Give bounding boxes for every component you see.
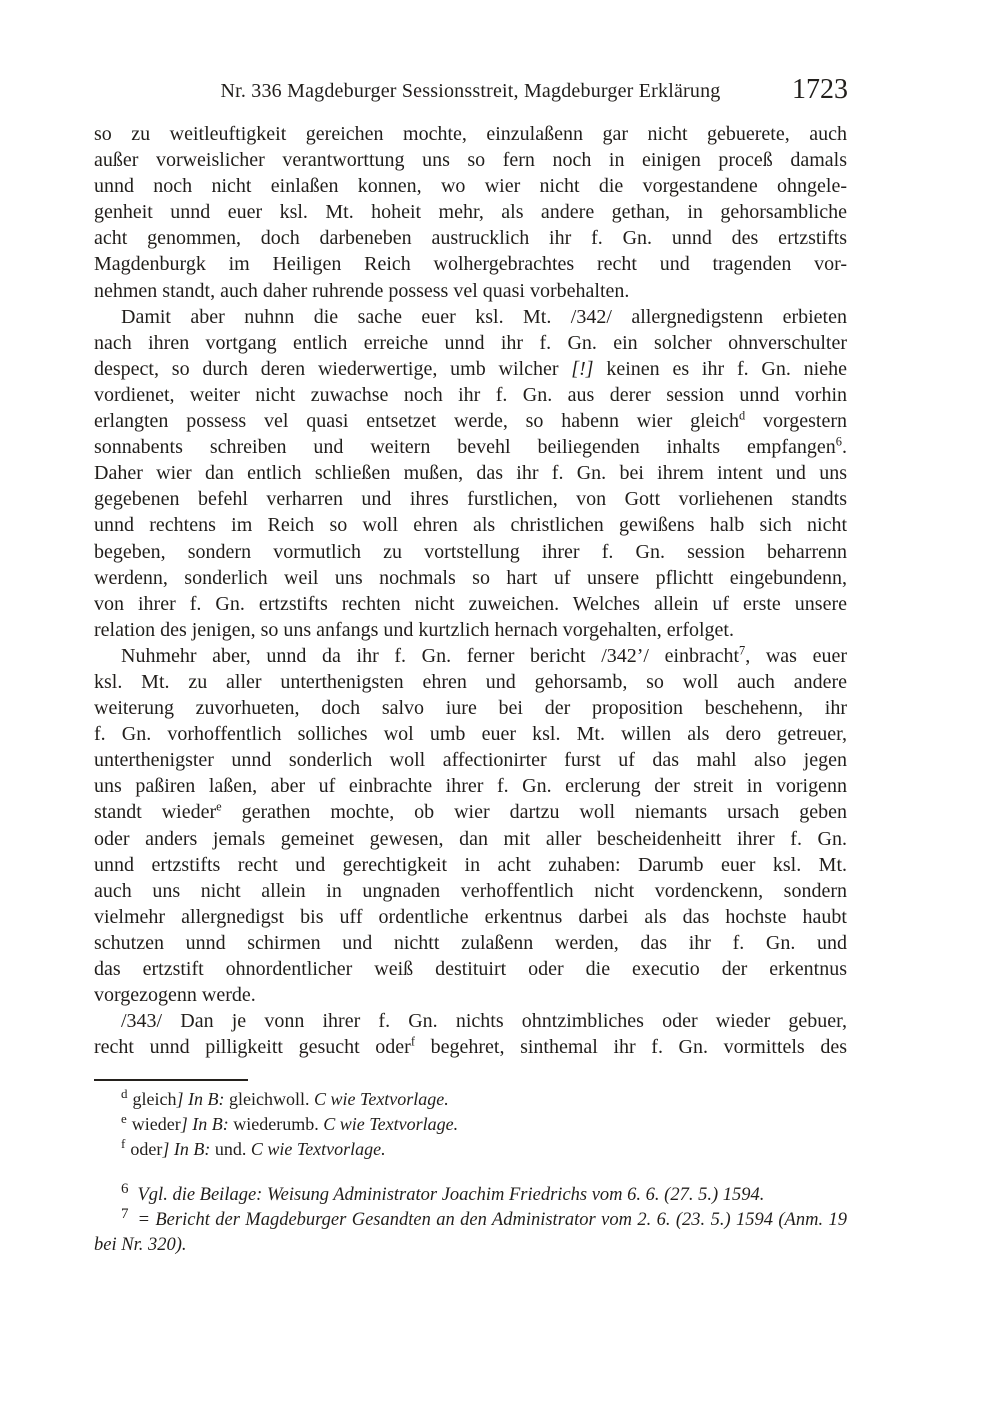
critical-apparatus (94, 1087, 847, 1162)
text-line (94, 1008, 847, 1034)
text-run: ] In B: (162, 1139, 215, 1160)
footnote-rule (94, 1079, 248, 1081)
text-line (94, 982, 847, 1008)
text-run: ] In B: (176, 1089, 229, 1110)
footnote-number-marker: 6 (121, 1181, 129, 1198)
text-run: oder (130, 1139, 163, 1160)
text-line (94, 434, 847, 460)
text-run: unnd noch nicht einlaßen konnen, wo wier nicht die vorgestandene ohngele- (94, 175, 847, 198)
text-run: recht unnd pilligkeitt gesucht oder (94, 1036, 411, 1059)
text-line (94, 773, 847, 799)
text-run: vordienet, weiter nicht zuwachse noch ihr f. Gn. aus derer session unnd vorhin (94, 383, 847, 406)
text-line (94, 539, 847, 565)
text-line (94, 225, 847, 251)
text-line (94, 799, 847, 825)
paragraph (94, 304, 847, 643)
text-run: erlangten possess vel quasi entsetzet werde, so habenn wier gleich (94, 410, 739, 433)
paragraph (94, 1008, 847, 1060)
text-run: gerathen mochte, ob wier dartzu woll niemants ursach geben (221, 801, 847, 824)
text-line (94, 330, 847, 356)
text-run: wieder (131, 1114, 181, 1135)
text-line (94, 121, 847, 147)
text-run: Vgl. die Beilage: Weisung Administrator Joachim Friedrichs vom 6. 6. (27. 5.) 1594. (137, 1185, 765, 1206)
text-run: vorgezogenn werde. (94, 984, 256, 1007)
text-run: unnd ertzstifts recht und gerechtigkeit in acht zuhaben: Darumb euer ksl. Mt. (94, 853, 847, 876)
text-run: acht genommen, doch darbeneben austrucklich ihr f. Gn. unnd des ertzstifts (94, 227, 847, 250)
text-run: standt wieder (94, 801, 217, 824)
text-run: gegebenen befehl verharren und ihres furstlichen, von Gott vorliehenen standts (94, 488, 847, 511)
text-run: wiederumb. (233, 1114, 324, 1135)
text-block (94, 74, 848, 1258)
footnote-marker: f (410, 1034, 415, 1049)
text-run: schutzen unnd schirmen und nichtt zulaßenn werden, das ihr f. Gn. und (94, 931, 847, 954)
text-line (94, 460, 847, 486)
text-run: nehmen standt, auch daher ruhrende possess vel quasi vorbehalten. (94, 279, 630, 302)
text-run: f. Gn. vorhoffentlich solliches wol umb euer ksl. Mt. willen als dero getreuer, (94, 723, 847, 746)
text-run: genheit unnd euer ksl. Mt. hoheit mehr, als andere gethan, in gehorsambliche (94, 201, 847, 224)
text-run: vielmehr allergnedigst bis uff ordentliche erkentnus darbei als das hochste haubt (94, 905, 847, 928)
text-line (94, 904, 847, 930)
text-run: begeben, sondern vormutlich zu vortstellung ihrer f. Gn. session beharrenn (94, 540, 847, 563)
text-run: keinen es ihr f. Gn. niehe (593, 357, 847, 380)
text-run: /343/ Dan je vonn ihrer f. Gn. nichts ohntzimbliches oder wieder gebuer, (121, 1010, 847, 1033)
text-run: und. (214, 1139, 251, 1160)
footnote-marker: d (738, 408, 746, 423)
footnote-line (94, 1183, 847, 1208)
text-line (94, 486, 847, 512)
apparatus-letter-marker: d (121, 1086, 128, 1102)
text-line (94, 591, 847, 617)
text-run: oder anders jemals gemeinet gewesen, dan mit aller bescheidenheitt ihrer f. Gn. (94, 827, 847, 850)
text-line (94, 695, 847, 721)
text-line (94, 408, 847, 434)
apparatus-note (94, 1087, 847, 1112)
text-run: begehret, sinthemal ihr f. Gn. vormittels des (414, 1036, 847, 1059)
page-header (94, 74, 848, 106)
main-text (94, 121, 847, 1060)
text-run: gleichwoll. (228, 1089, 314, 1110)
footnote (94, 1208, 847, 1258)
text-line (94, 669, 847, 695)
text-line (94, 278, 847, 304)
text-run: Daher wier dan entlich schließen mußen, das ihr f. Gn. bei ihrem intent und uns (94, 462, 847, 485)
text-line (94, 199, 847, 225)
text-run: weiterung zuvorhueten, doch salvo iure bei der proposition beschehenn, ihr (94, 697, 847, 720)
text-line (94, 173, 847, 199)
apparatus-note (94, 1137, 847, 1162)
text-run: auch uns nicht allein in ungnaden verhoffentlich nicht vordenckenn, sondern (94, 879, 847, 902)
text-line (94, 382, 847, 408)
footnote-marker: 7 (739, 643, 746, 658)
text-line (94, 251, 847, 277)
apparatus-letter-marker: f (121, 1136, 126, 1152)
text-line (94, 930, 847, 956)
text-run: gleich (132, 1089, 177, 1110)
text-run: despect, so durch deren wiederwertige, umb wilcher (94, 357, 572, 380)
text-line (94, 956, 847, 982)
footnote-line (94, 1208, 847, 1233)
apparatus-letter-marker: e (121, 1111, 127, 1127)
running-title: Nr. 336 Magdeburger Sessionsstreit, Magdeburger Erklärung (220, 80, 721, 102)
text-line (94, 565, 847, 591)
text-run: ksl. Mt. zu aller unterthenigsten ehren und gehorsamb, so woll auch andere (94, 670, 847, 693)
text-line (94, 147, 847, 173)
text-run: C wie Textvorlage. (250, 1139, 386, 1160)
footnote-marker: e (216, 799, 222, 814)
text-run: Nuhmehr aber, unnd da ihr f. Gn. ferner bericht /342’/ einbracht (121, 644, 740, 667)
text-run: das ertzstift ohnordentlicher weiß destituirt oder die executio der erkentnus (94, 958, 847, 980)
text-run: uns paßiren laßen, aber uf einbrachte ihrer f. Gn. erclerung der streit in vorigenn (94, 775, 847, 798)
text-line (94, 747, 847, 773)
text-run: unnd rechtens im Reich so woll ehren als christlichen gewißens halb sich nicht (94, 514, 847, 537)
footnote-marker: 6 (835, 434, 842, 449)
text-line (94, 617, 847, 643)
text-line (94, 826, 847, 852)
text-run: sonnabents schreiben und weitern bevehl beiliegenden inhalts empfangen (94, 436, 836, 459)
text-run: vorgestern (745, 410, 847, 433)
text-run: relation des jenigen, so uns anfangs und kurtzlich hernach vorgehalten, erfolget. (94, 618, 734, 641)
text-run: C wie Textvorlage. (323, 1114, 459, 1135)
text-run: ] In B: (180, 1114, 234, 1135)
text-run: [!] (571, 357, 594, 380)
text-run: so zu weitleuftigkeit gereichen mochte, einzulaßenn gar nicht gebuerete, auch (94, 123, 847, 145)
text-run: unterthenigster unnd sonderlich woll affectionirter furst uf das mahl also jegen (94, 749, 847, 772)
text-line (94, 852, 847, 878)
text-run: bei Nr. 320). (94, 1235, 187, 1256)
text-run: außer vorweislicher verantworttung uns so fern noch in einigen proceß damals (94, 149, 847, 172)
apparatus-note (94, 1112, 847, 1137)
text-run: werdenn, sonderlich weil uns nochmals so hart uf unsere pflichtt eingebundenn, (94, 566, 847, 589)
text-line (94, 512, 847, 538)
text-line (94, 304, 847, 330)
text-run: von ihrer f. Gn. ertzstifts rechten nicht zuweichen. Welches allein uf erste unsere (94, 592, 847, 615)
paragraph (94, 121, 847, 304)
footnote (94, 1183, 847, 1208)
text-run: Magdenburgk im Heiligen Reich wolhergebrachtes recht und tragenden vor- (94, 253, 847, 276)
paragraph (94, 643, 847, 1008)
text-run: C wie Textvorlage. (313, 1089, 449, 1110)
footnote-line (94, 1233, 847, 1258)
footnote-number-marker: 7 (121, 1206, 129, 1223)
text-run: nach ihren vortgang entlich erreiche unnd ihr f. Gn. ein solcher ohnverschulter (94, 331, 847, 354)
text-line (94, 356, 847, 382)
text-line (94, 1034, 847, 1060)
text-run: . (842, 436, 847, 459)
text-run: , was euer (745, 644, 847, 667)
text-line (94, 878, 847, 904)
page-number: 1723 (792, 74, 848, 105)
text-line (94, 643, 847, 669)
text-run: = Bericht der Magdeburger Gesandten an den Administrator vom 2. 6. (23. 5.) 1594 (Anm. 19 (137, 1210, 847, 1231)
text-run: Damit aber nuhnn die sache euer ksl. Mt. /342/ allergnedigstenn erbieten (121, 305, 847, 328)
footnotes-section (94, 1183, 847, 1258)
text-line (94, 721, 847, 747)
